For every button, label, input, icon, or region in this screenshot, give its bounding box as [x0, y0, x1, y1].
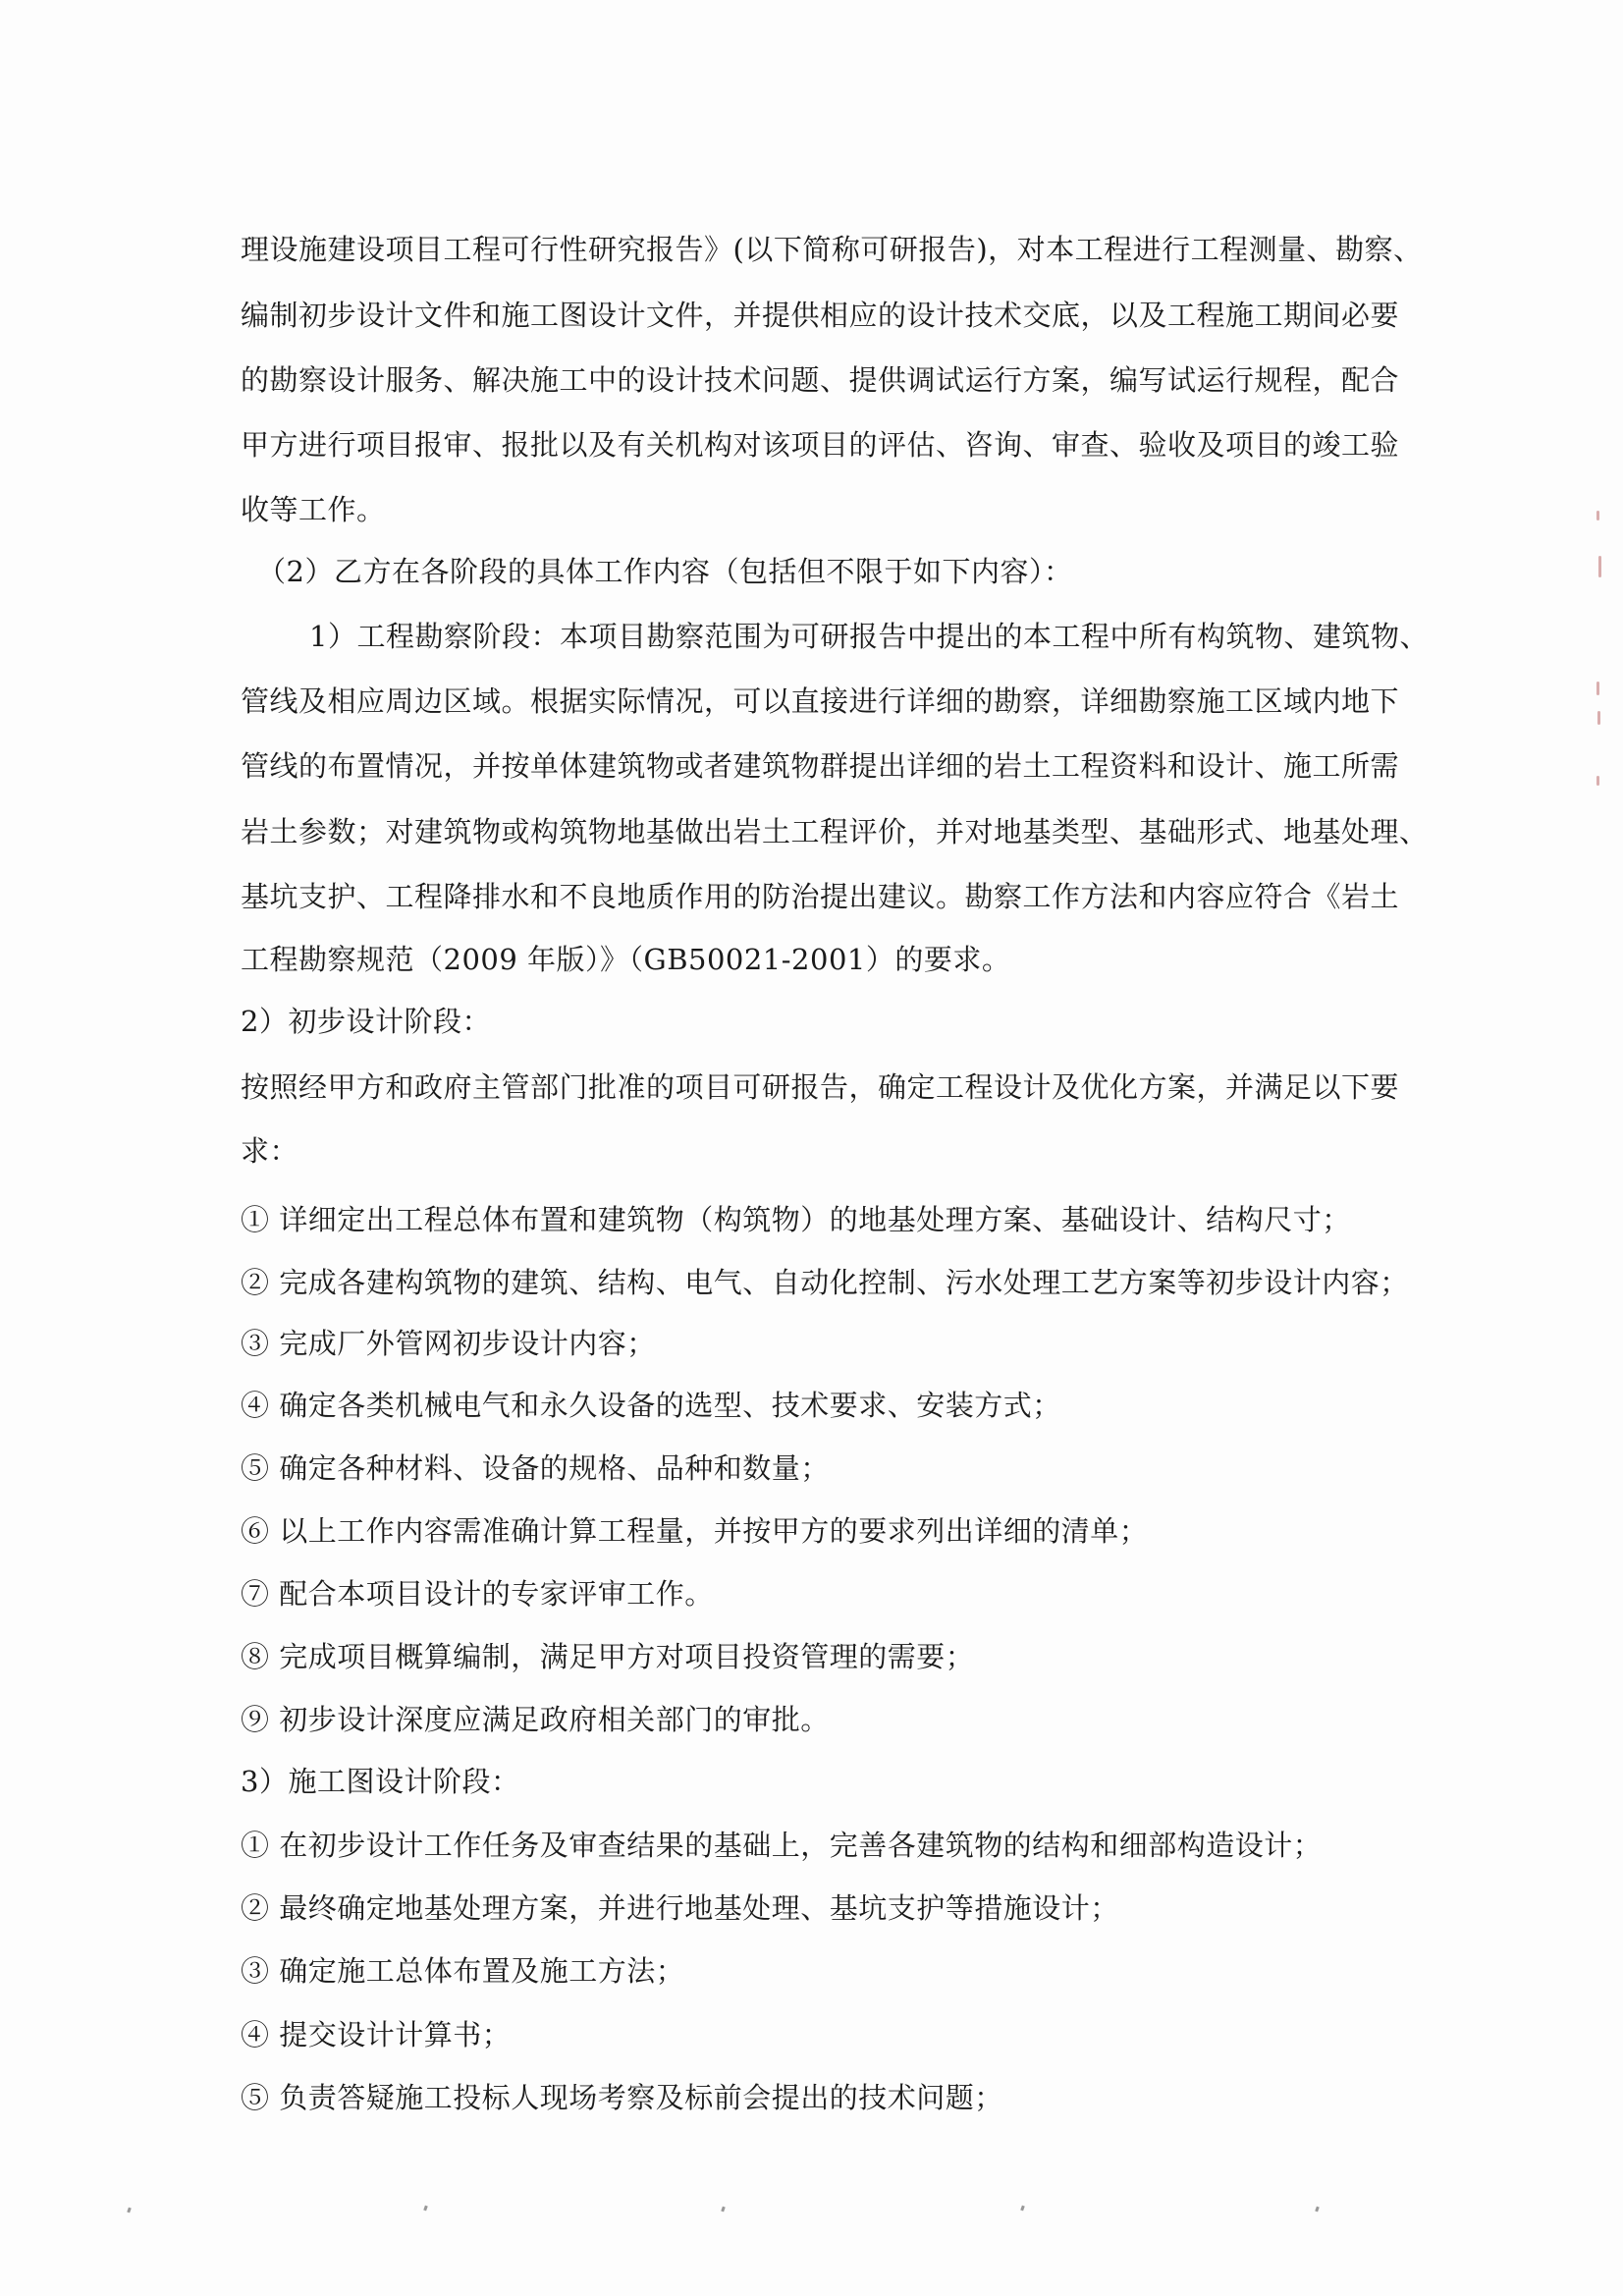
paragraph-line: 的勘察设计服务、解决施工中的设计技术问题、提供调试运行方案，编写试运行规程，配合 — [241, 363, 1400, 397]
list-item: ③ 确定施工总体布置及施工方法； — [241, 1954, 685, 1988]
list-item: ③ 完成厂外管网初步设计内容； — [241, 1327, 656, 1360]
scan-speck — [1315, 2207, 1320, 2213]
section-heading: 2）初步设计阶段： — [241, 1005, 491, 1038]
paragraph-line: 1）工程勘察阶段：本项目勘察范围为可研报告中提出的本工程中所有构筑物、建筑物、 — [309, 620, 1429, 653]
paragraph-line: 管线的布置情况，并按单体建筑物或者建筑物群提出详细的岩土工程资料和设计、施工所需 — [241, 749, 1400, 783]
scan-speck — [1020, 2206, 1025, 2212]
scan-mark — [1596, 511, 1599, 520]
section-heading: （2）乙方在各阶段的具体工作内容（包括但不限于如下内容）： — [257, 555, 1073, 588]
paragraph-line: 管线及相应周边区域。根据实际情况，可以直接进行详细的勘察，详细勘察施工区域内地下 — [241, 684, 1400, 718]
section-heading: 3）施工图设计阶段： — [241, 1765, 520, 1798]
paragraph-line: 按照经甲方和政府主管部门批准的项目可研报告，确定工程设计及优化方案，并满足以下要 — [241, 1070, 1400, 1104]
paragraph-line: 求： — [241, 1134, 299, 1168]
scan-mark — [1596, 682, 1599, 695]
scan-mark — [1598, 556, 1601, 577]
paragraph-line: 岩土参数；对建筑物或构筑物地基做出岩土工程评价，并对地基类型、基础形式、地基处理、 — [241, 815, 1429, 848]
list-item: ⑤ 确定各种材料、设备的规格、品种和数量； — [241, 1451, 830, 1485]
list-item: ⑦ 配合本项目设计的专家评审工作。 — [241, 1577, 714, 1611]
list-item: ① 详细定出工程总体布置和建筑物（构筑物）的地基处理方案、基础设计、结构尺寸； — [241, 1203, 1351, 1236]
scan-mark — [1597, 711, 1600, 725]
paragraph-line: 收等工作。 — [241, 493, 386, 526]
list-item: ⑤ 负责答疑施工投标人现场考察及标前会提出的技术问题； — [241, 2081, 1003, 2114]
scan-speck — [721, 2207, 726, 2213]
list-item: ④ 提交设计计算书； — [241, 2018, 512, 2051]
list-item: ② 完成各建构筑物的建筑、结构、电气、自动化控制、污水处理工艺方案等初步设计内容； — [241, 1266, 1409, 1299]
list-item: ④ 确定各类机械电气和永久设备的选型、技术要求、安装方式； — [241, 1389, 1061, 1422]
list-item: ⑨ 初步设计深度应满足政府相关部门的审批。 — [241, 1703, 830, 1736]
list-item: ② 最终确定地基处理方案，并进行地基处理、基坑支护等措施设计； — [241, 1891, 1119, 1925]
list-item: ⑥ 以上工作内容需准确计算工程量，并按甲方的要求列出详细的清单； — [241, 1514, 1149, 1548]
paragraph-line: 甲方进行项目报审、报批以及有关机构对该项目的评估、咨询、审查、验收及项目的竣工验 — [241, 428, 1400, 462]
scan-speck — [127, 2208, 132, 2214]
list-item: ⑧ 完成项目概算编制，满足甲方对项目投资管理的需要； — [241, 1640, 975, 1673]
scan-mark — [1596, 776, 1599, 786]
scan-speck — [423, 2206, 428, 2212]
paragraph-line: 理设施建设项目工程可行性研究报告》(以下简称可研报告)，对本工程进行工程测量、勘察、 — [241, 233, 1423, 266]
paragraph-line: 编制初步设计文件和施工图设计文件，并提供相应的设计技术交底，以及工程施工期间必要 — [241, 299, 1400, 332]
list-item: ① 在初步设计工作任务及审查结果的基础上，完善各建筑物的结构和细部构造设计； — [241, 1829, 1323, 1862]
paragraph-line: 工程勘察规范（2009 年版）》（GB50021-2001）的要求。 — [241, 943, 1011, 976]
paragraph-line: 基坑支护、工程降排水和不良地质作用的防治提出建议。勘察工作方法和内容应符合《岩土 — [241, 880, 1400, 913]
